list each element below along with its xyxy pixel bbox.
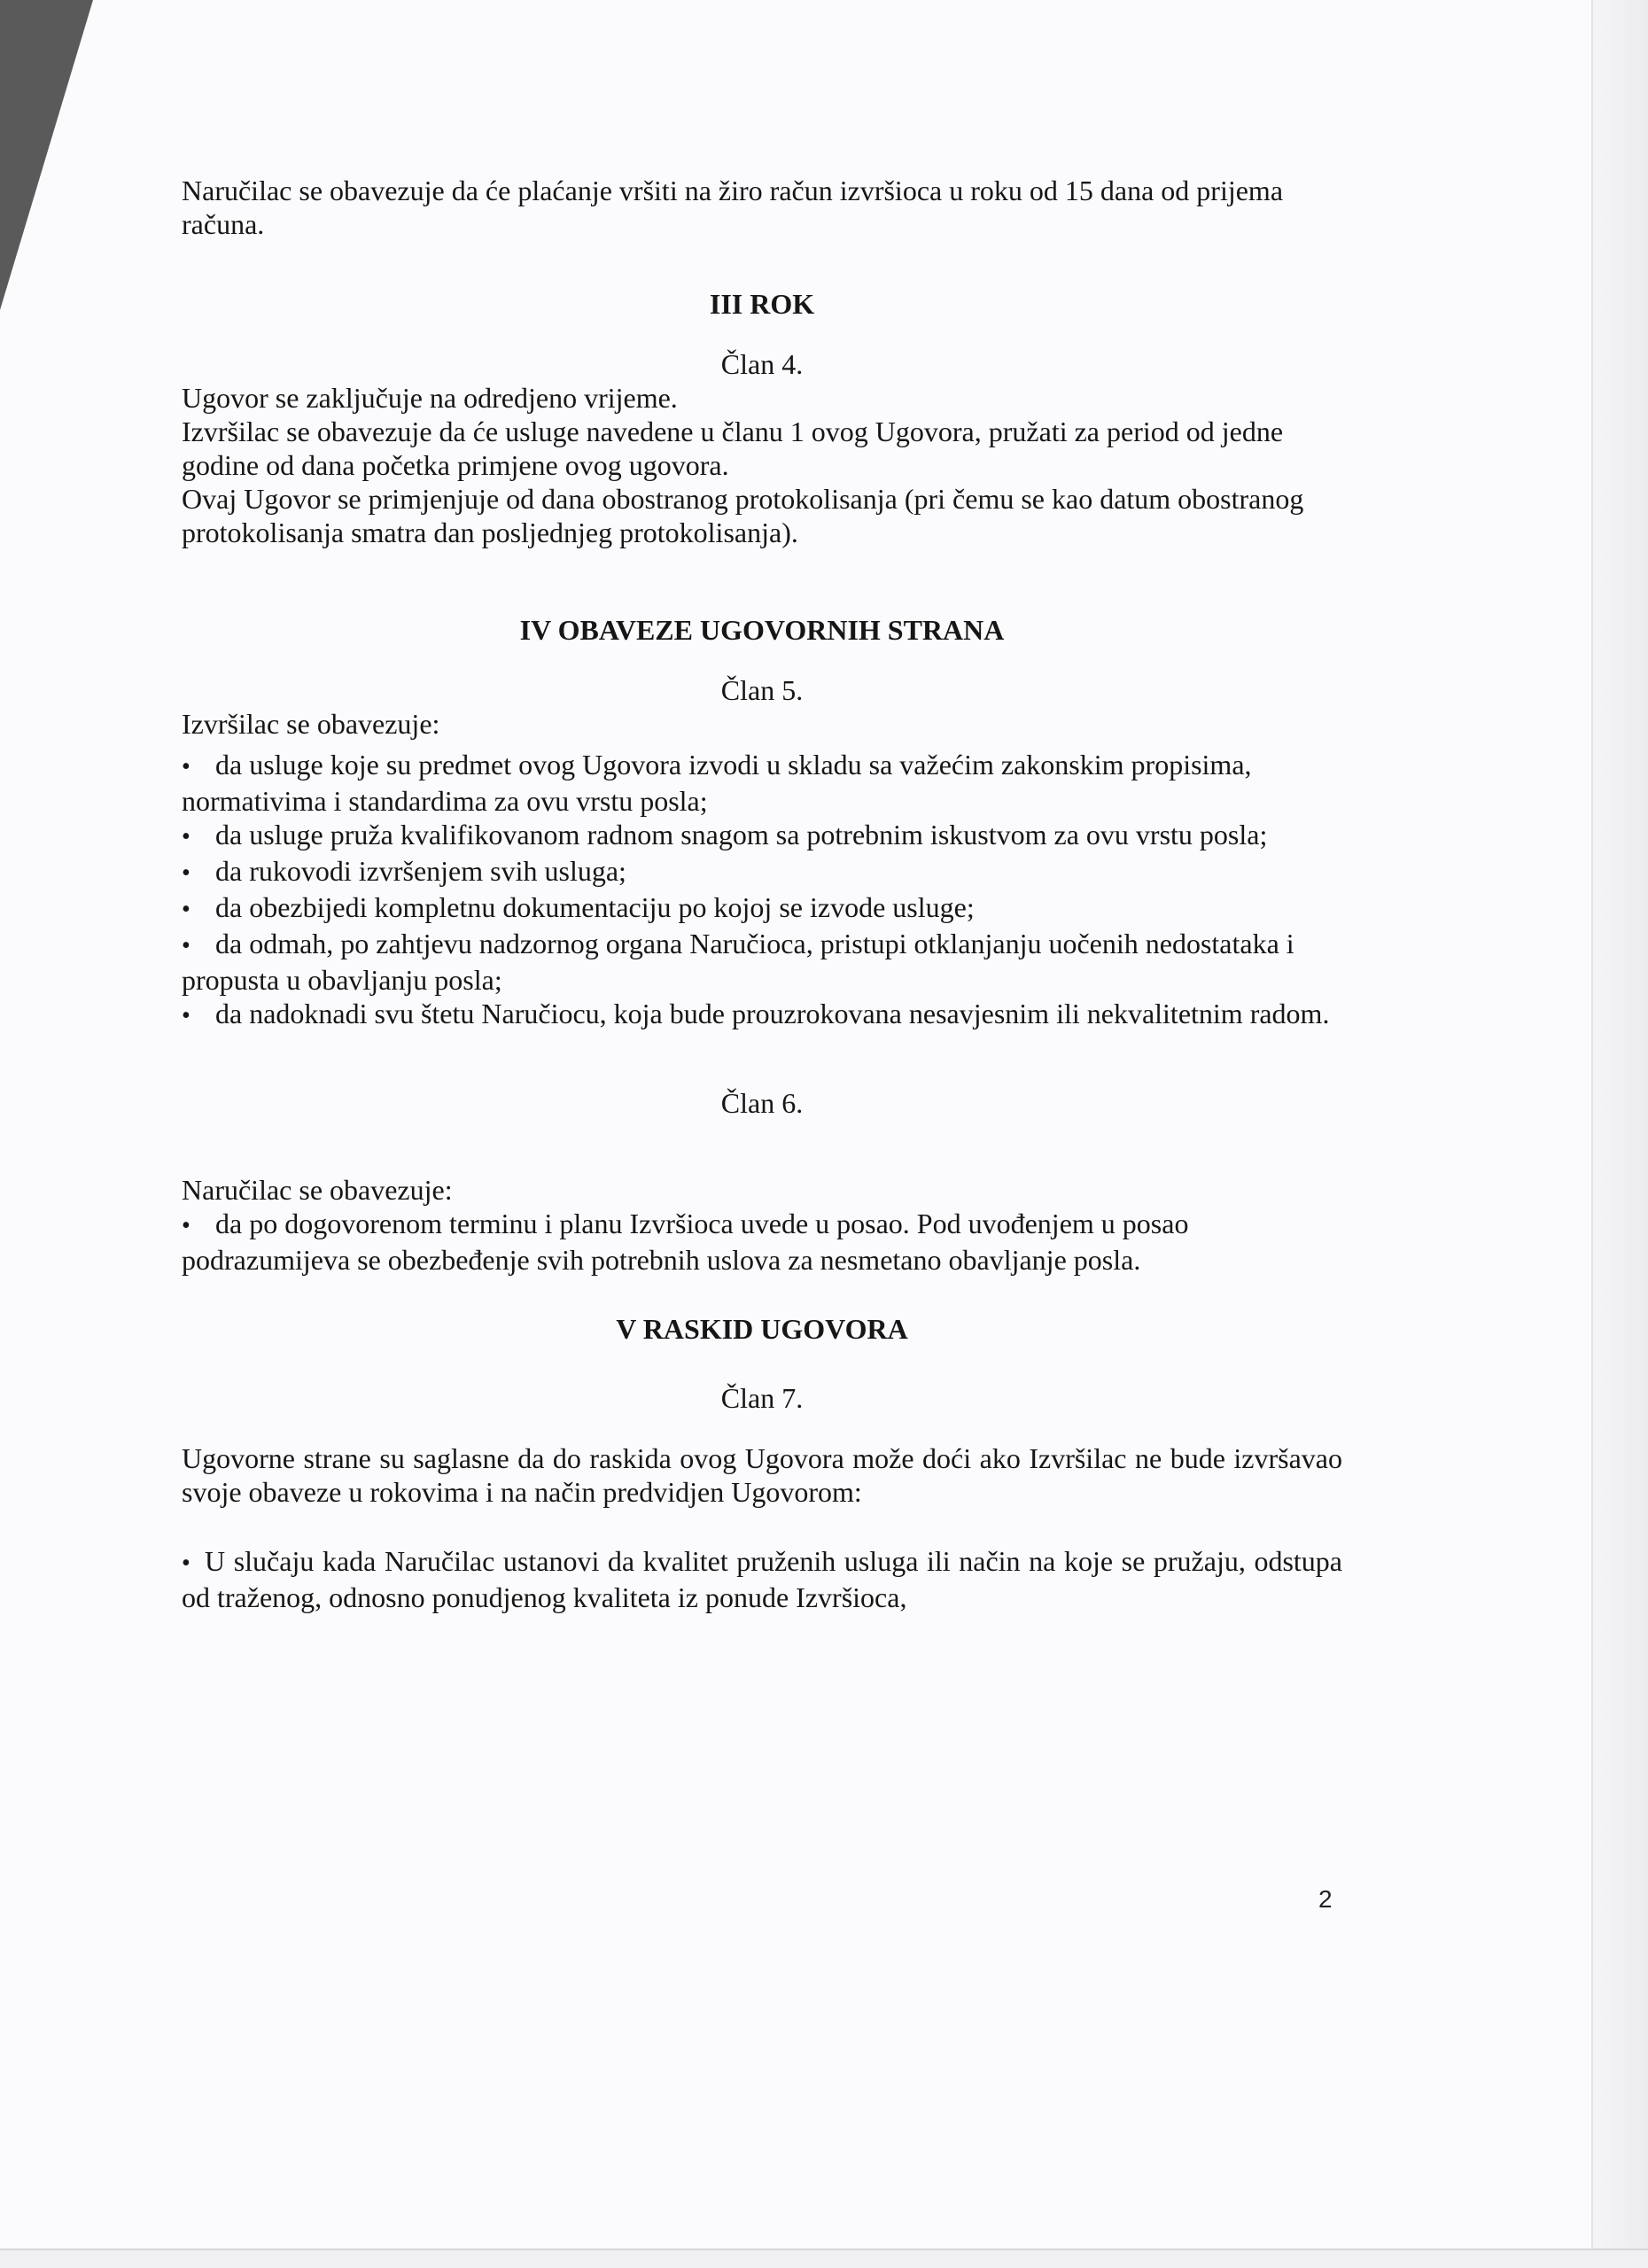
section-title-obaveze: IV OBAVEZE UGOVORNIH STRANA — [519, 614, 1005, 646]
article-7-paragraph: Ugovorne strane su saglasne da do raskida ovog Ugovora može doći ako Izvršilac ne bude izvršavao svoje obaveze u rokovima i na način predvidjen Ugovorom: — [182, 1442, 1342, 1508]
list-item-text: da nadoknadi svu štetu Naručiocu, koja bude prouzrokovana nesavjesnim ili nekvalitetnim radom. — [215, 998, 1330, 1029]
bullet-icon: • — [182, 859, 190, 887]
article-5-intro: Izvršilac se obavezuje: — [182, 708, 440, 740]
list-item-text: da obezbijedi kompletnu dokumentaciju po kojoj se izvode usluge; — [215, 891, 975, 923]
article-6-list — [182, 1207, 1342, 1277]
bullet-icon: • — [182, 932, 190, 959]
bullet-icon: • — [182, 1002, 190, 1029]
list-item-text: da usluge pruža kvalifikovanom radnom snagom sa potrebnim iskustvom za ovu vrstu posla; — [215, 819, 1268, 850]
document-body — [182, 174, 1342, 1614]
article-4-title: Član 4. — [720, 348, 804, 380]
article-7-list — [182, 1544, 1342, 1614]
article-6-intro: Naručilac se obavezuje: — [182, 1174, 453, 1206]
bullet-icon: • — [182, 1550, 190, 1577]
list-item — [182, 748, 1342, 818]
scan-bottom-edge — [0, 2249, 1648, 2268]
list-item — [182, 997, 1342, 1033]
list-item — [182, 890, 1342, 927]
article-4-line-3: Ovaj Ugovor se primjenjuje od dana obostranog protokolisanja (pri čemu se kao datum obostranog protokolisanja smatra dan posljednjeg protokolisanja). — [182, 483, 1304, 548]
list-item — [182, 927, 1342, 997]
article-4-line-1: Ugovor se zaključuje na odredjeno vrijeme. — [182, 382, 678, 414]
bullet-icon: • — [182, 823, 190, 850]
list-item — [182, 1207, 1342, 1277]
article-5-list — [182, 748, 1342, 1033]
article-4-line-2: Izvršilac se obavezuje da će usluge navedene u članu 1 ovog Ugovora, pružati za period od jedne godine od dana početka primjene ovog ugovora. — [182, 416, 1284, 481]
section-title-rok: III ROK — [709, 288, 815, 320]
list-item — [182, 1544, 1342, 1614]
list-item — [182, 818, 1342, 854]
section-title-raskid: V RASKID UGOVORA — [616, 1313, 908, 1345]
bullet-icon: • — [182, 896, 190, 923]
scan-right-edge — [1591, 0, 1648, 2268]
list-item — [182, 854, 1342, 890]
page-number: 2 — [1318, 1885, 1333, 1913]
article-7-title: Član 7. — [720, 1382, 804, 1414]
list-item-text: da usluge koje su predmet ovog Ugovora izvodi u skladu sa važećim zakonskim propisima, normativima i standardima za ovu vrstu posla; — [182, 749, 1252, 817]
list-item-text: da odmah, po zahtjevu nadzornog organa Naručioca, pristupi otklanjanju uočenih nedostataka i propusta u obavljanju posla; — [182, 928, 1294, 996]
payment-paragraph: Naručilac se obavezuje da će plaćanje vršiti na žiro račun izvršioca u roku od 15 dana od prijema računa. — [182, 175, 1284, 240]
scan-corner-shadow — [0, 0, 93, 310]
list-item-text: U slučaju kada Naručilac ustanovi da kvalitet pruženih usluga ili način na koje se pružaju, odstupa od traženog, odnosno ponudjenog kvaliteta iz ponude Izvršioca, — [182, 1545, 1342, 1613]
article-6-title: Član 6. — [720, 1087, 804, 1119]
article-5-title: Član 5. — [720, 674, 804, 706]
list-item-text: da po dogovorenom terminu i planu Izvršioca uvede u posao. Pod uvođenjem u posao podrazumijeva se obezbeđenje svih potrebnih uslova za nesmetano obavljanje posla. — [182, 1208, 1189, 1276]
list-item-text: da rukovodi izvršenjem svih usluga; — [215, 855, 626, 887]
bullet-icon: • — [182, 1212, 190, 1239]
bullet-icon: • — [182, 753, 190, 781]
